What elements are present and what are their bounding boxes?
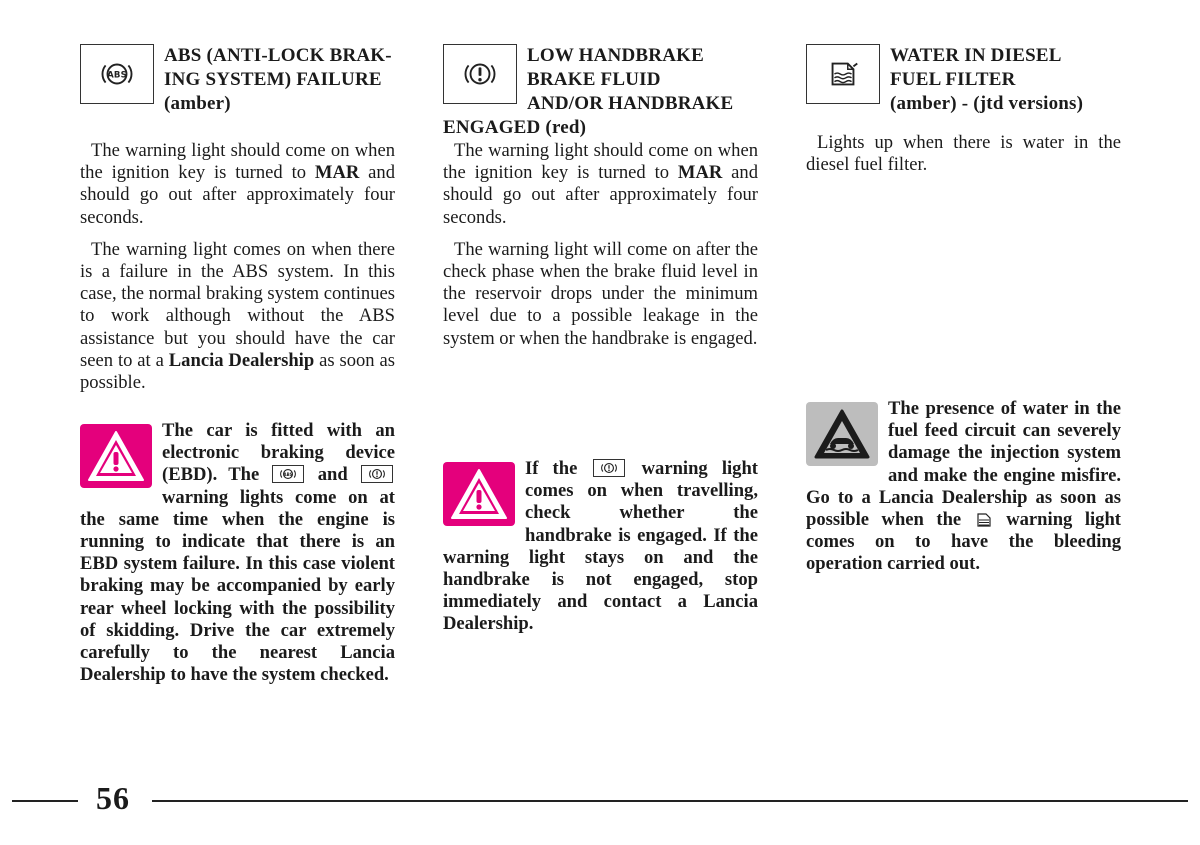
heading-line: (amber) bbox=[164, 93, 231, 114]
brake-paragraph-2: The warning light will come on after the check phase when the brake fluid level in the reservoir drops under the minimum level due to a possible leakage in the system or when the handbrake is engaged. bbox=[443, 238, 758, 349]
heading-line: LOW HANDBRAKE bbox=[527, 45, 704, 66]
brake-inline-icon bbox=[593, 459, 625, 477]
water-in-fuel-inline-icon bbox=[976, 513, 992, 527]
abs-failure-section bbox=[80, 44, 395, 394]
brake-inline-icon bbox=[361, 465, 393, 483]
caution-triangle-icon bbox=[806, 402, 878, 466]
water-in-fuel-icon bbox=[806, 44, 880, 104]
heading-line: AND/OR HANDBRAKE bbox=[527, 93, 734, 114]
warning-triangle-icon bbox=[80, 424, 152, 488]
heading-line: ABS (ANTI-LOCK BRAK- bbox=[164, 45, 392, 66]
abs-paragraph-1: The warning light should come on when the ignition key is turned to MAR and should go out after approximately four seconds. bbox=[80, 140, 395, 228]
abs-inline-icon bbox=[272, 465, 304, 483]
water-warning-note: The presence of water in the fuel feed circuit can severely damage the injection system and make the engine misfire. Go to a Lancia Dealership as soon as possible when the warning light comes on to have the bleeding operation carried out. bbox=[806, 398, 1121, 575]
water-heading bbox=[806, 44, 1121, 116]
water-in-fuel-section bbox=[806, 44, 1121, 176]
abs-paragraph-2: The warning light comes on when there is a failure in the ABS system. In this case, the normal braking system continues to work although without the ABS assistance but you should have the car seen to at a Lancia Dealership as soon as possible. bbox=[80, 238, 395, 394]
brake-heading bbox=[443, 44, 758, 140]
abs-heading bbox=[80, 44, 395, 116]
brake-paragraph-1: The warning light should come on when the ignition key is turned to MAR and should go out after approximately four seconds. bbox=[443, 140, 758, 228]
ebd-warning-note: The car is fitted with an electronic braking device (EBD). The ABS and warning lights come on at the same time when the engine is running to indicate that there is an EBD system failure. In this case violent braking may be accompanied by early rear wheel locking with the possibility of skidding. Drive the car extremely carefully to the nearest Lancia Dealership to have the system checked. bbox=[80, 420, 395, 686]
warning-triangle-icon bbox=[443, 462, 515, 526]
footer-rule-right bbox=[152, 800, 1188, 802]
page-footer bbox=[0, 770, 1200, 830]
heading-line: ENGAGED (red) bbox=[443, 117, 587, 138]
svg-text:ABS: ABS bbox=[107, 70, 127, 81]
heading-line: (amber) - (jtd versions) bbox=[890, 93, 1084, 114]
heading-line: FUEL FILTER bbox=[890, 69, 1016, 90]
brake-warning-icon bbox=[443, 44, 517, 104]
handbrake-warning-note: If the warning light comes on when travelling, check whether the handbrake is engaged. If the warning light stays on and the handbrake is not engaged, stop immediately and contact a Lancia Dealership. bbox=[443, 458, 758, 635]
water-paragraph-1: Lights up when there is water in the diesel fuel filter. bbox=[806, 132, 1121, 176]
svg-text:ABS: ABS bbox=[283, 472, 293, 478]
abs-warning-icon bbox=[80, 44, 154, 104]
page-number: 56 bbox=[96, 780, 130, 816]
heading-line: WATER IN DIESEL bbox=[890, 45, 1062, 66]
heading-line: BRAKE FLUID bbox=[527, 69, 661, 90]
heading-line: ING SYSTEM) FAILURE bbox=[164, 69, 382, 90]
footer-rule-left bbox=[12, 800, 78, 802]
brake-fluid-section bbox=[443, 44, 758, 350]
